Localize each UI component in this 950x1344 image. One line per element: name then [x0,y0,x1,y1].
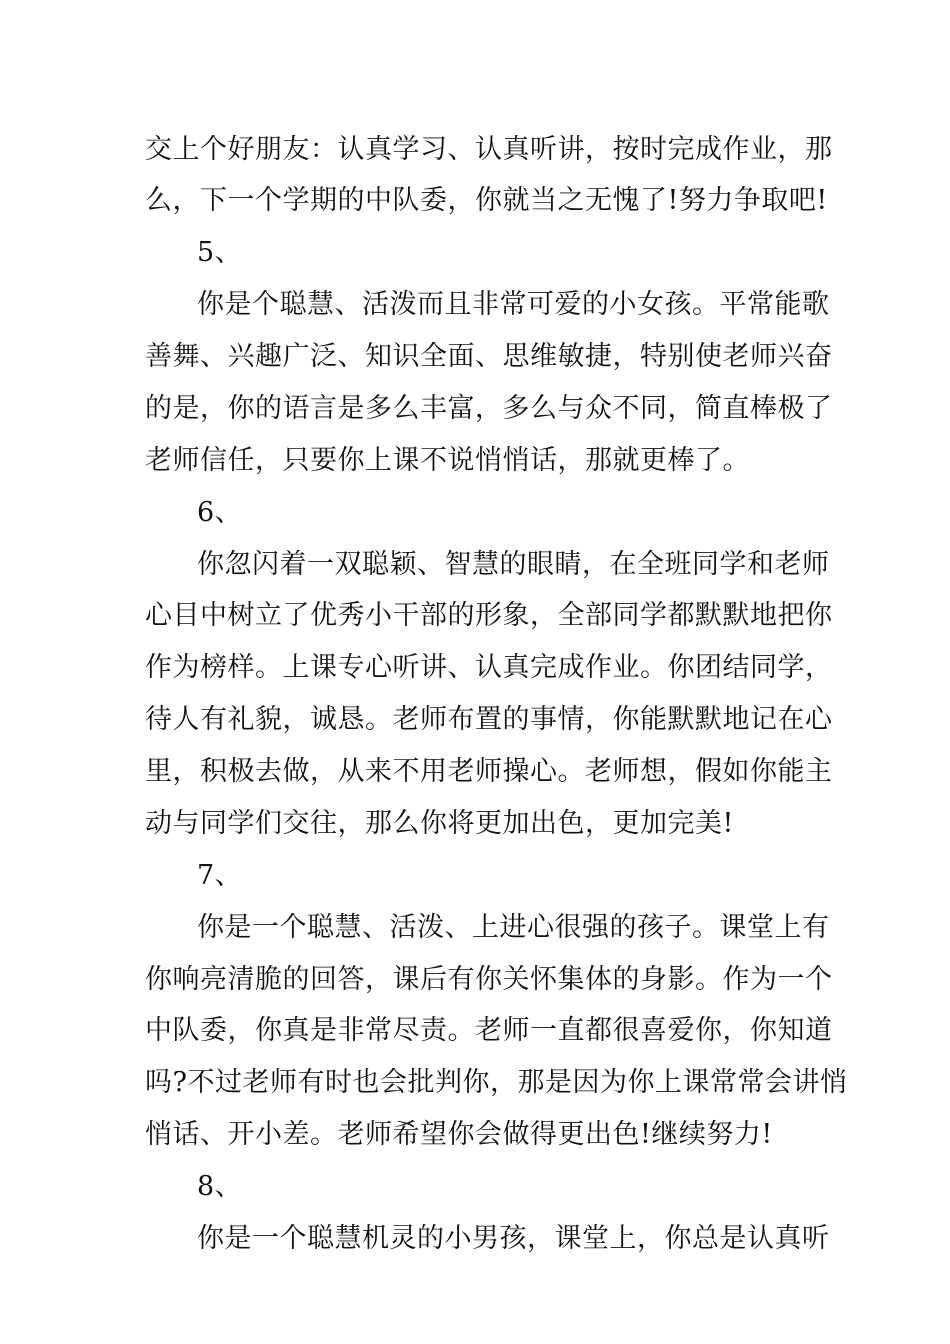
text-line: 你是一个聪慧、活泼、上进心很强的孩子。课堂上有 [197,912,830,943]
item-number: 8、 [197,1171,243,1202]
text-line: 么，下一个学期的中队委，你就当之无愧了!努力争取吧! [145,185,828,216]
text-line: 老师信任，只要你上课不说悄悄话，那就更棒了。 [145,445,750,476]
text-line: 你响亮清脆的回答，课后有你关怀集体的身影。作为一个 [145,964,833,995]
text-line: 你是个聪慧、活泼而且非常可爱的小女孩。平常能歌 [197,289,830,320]
text-line: 动与同学们交往，那么你将更加出色，更加完美! [145,808,734,839]
item-number: 7、 [197,860,243,891]
text-line: 悄话、开小差。老师希望你会做得更出色!继续努力! [145,1119,773,1150]
text-line: 你忽闪着一双聪颖、智慧的眼睛，在全班同学和老师 [197,549,830,580]
text-line: 善舞、兴趣广泛、知识全面、思维敏捷，特别使老师兴奋 [145,341,833,372]
text-line: 待人有礼貌，诚恳。老师布置的事情，你能默默地记在心 [145,704,833,735]
text-line: 中队委，你真是非常尽责。老师一直都很喜爱你，你知道 [145,1015,833,1046]
text-line: 里，积极去做，从来不用老师操心。老师想，假如你能主 [145,756,833,787]
text-line: 的是，你的语言是多么丰富，多么与众不同，简直棒极了 [145,393,833,424]
text-line: 交上个好朋友：认真学习、认真听讲，按时完成作业，那 [145,134,833,165]
text-line: 心目中树立了优秀小干部的形象，全部同学都默默地把你 [145,600,833,631]
text-line: 你是一个聪慧机灵的小男孩，课堂上，你总是认真听 [197,1223,830,1254]
item-number: 5、 [197,237,243,268]
text-line: 吗?不过老师有时也会批判你，那是因为你上课常常会讲悄 [145,1067,848,1098]
text-line: 作为榜样。上课专心听讲、认真完成作业。你团结同学， [145,652,833,683]
item-number: 6、 [197,497,243,528]
